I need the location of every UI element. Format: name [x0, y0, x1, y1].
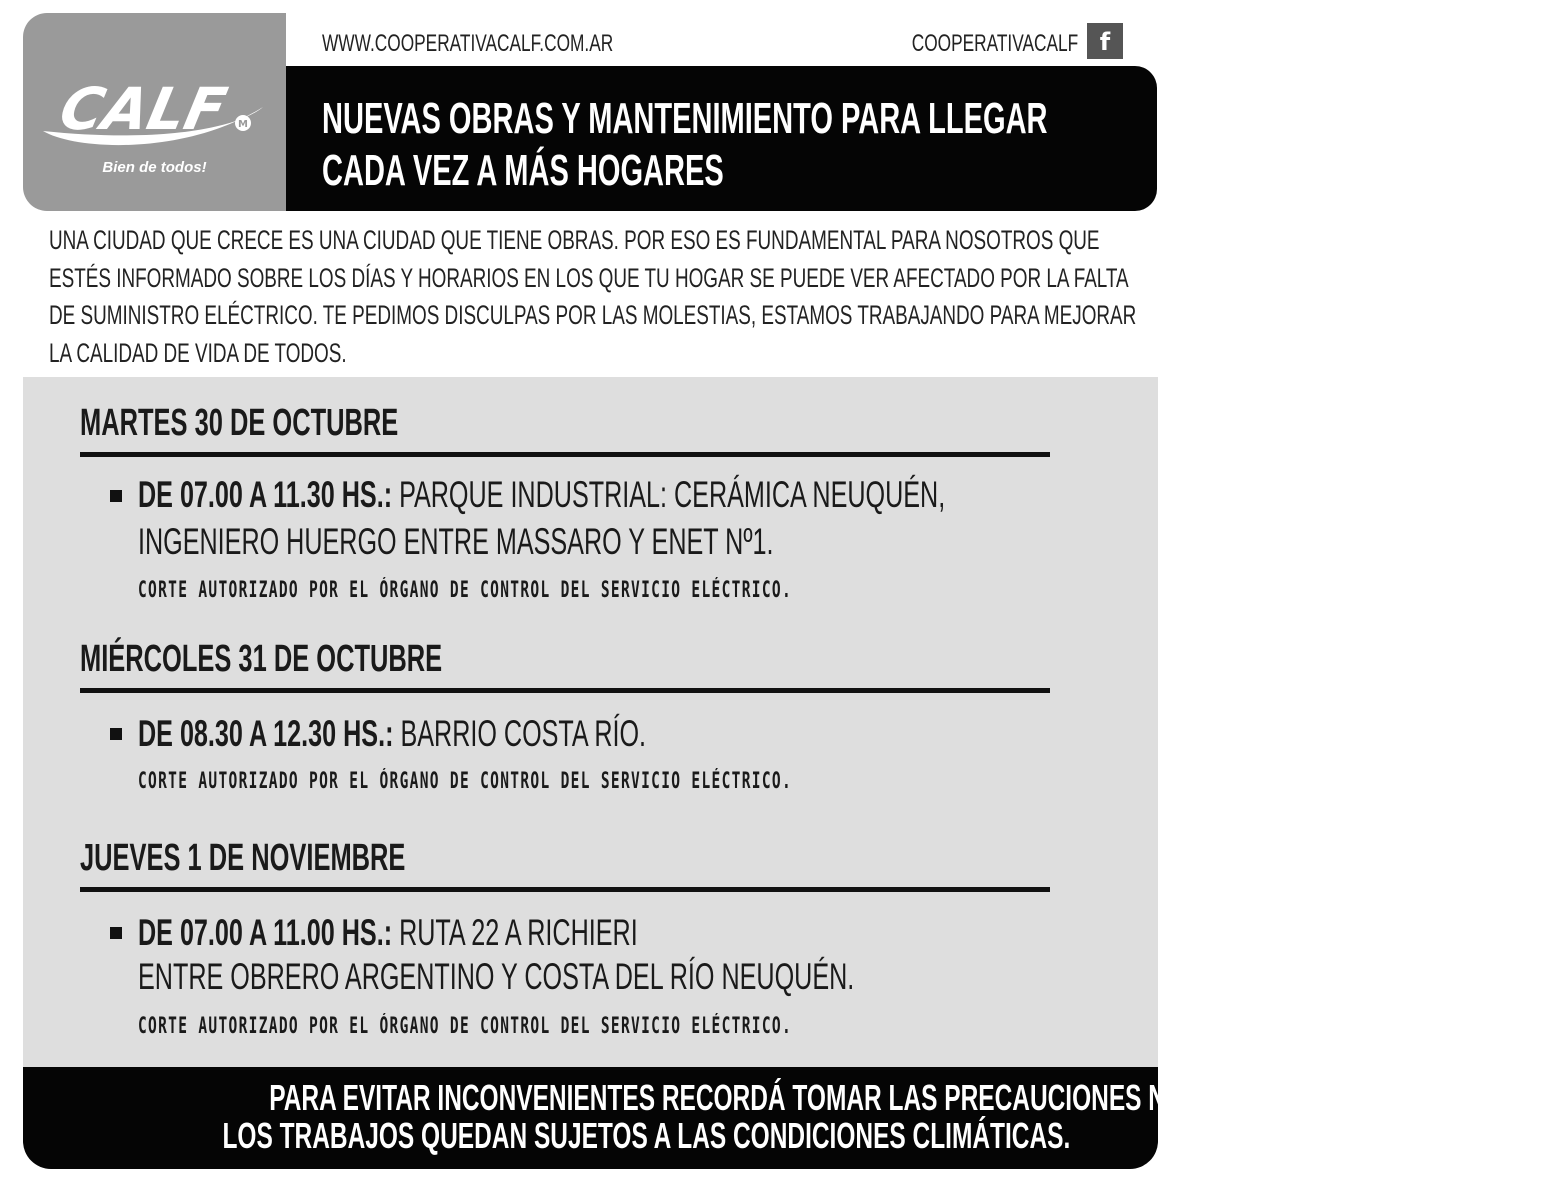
intro-line: LA CALIDAD DE VIDA DE TODOS. [49, 337, 347, 368]
bullet-icon [110, 728, 122, 740]
svg-text:M: M [238, 119, 248, 130]
day-heading: MARTES 30 DE OCTUBRE [80, 402, 399, 444]
page-title [322, 93, 1421, 197]
footer-line: LOS TRABAJOS QUEDAN SUJETOS A LAS CONDICIONES CLIMÁTICAS. [222, 1115, 1071, 1156]
calf-logo [37, 63, 273, 163]
authorization-note: CORTE AUTORIZADO POR EL ÓRGANO DE CONTROL DEL SERVICIO ELÉCTRICO. [138, 769, 793, 794]
intro-line: DE SUMINISTRO ELÉCTRICO. TE PEDIMOS DISCULPAS POR LAS MOLESTIAS, ESTAMOS TRABAJANDO PARA MEJORAR [49, 300, 1137, 330]
title-line-1: NUEVAS OBRAS Y MANTENIMIENTO PARA LLEGAR [322, 94, 1048, 143]
intro-paragraph [49, 222, 1137, 372]
divider [80, 887, 1050, 892]
schedule-line: DE 07.00 A 11.30 HS.: PARQUE INDUSTRIAL: CERÁMICA NEUQUÉN, [138, 474, 946, 515]
schedule-line: DE 08.30 A 12.30 HS.: BARRIO COSTA RÍO. [138, 713, 647, 754]
day-heading: MIÉRCOLES 31 DE OCTUBRE [80, 638, 443, 680]
logo-tagline: Bien de todos! [102, 159, 207, 176]
schedule-line: DE 07.00 A 11.00 HS.: RUTA 22 A RICHIERI [138, 912, 638, 953]
intro-line: UNA CIUDAD QUE CRECE ES UNA CIUDAD QUE TIENE OBRAS. POR ESO ES FUNDAMENTAL PARA NOSOTROS QUE [49, 225, 1100, 255]
footer-banner [23, 1067, 1316, 1169]
intro-line: ESTÉS INFORMADO SOBRE LOS DÍAS Y HORARIOS EN LOS QUE TU HOGAR SE PUEDE VER AFECTADO POR LA FALTA [49, 262, 1129, 293]
facebook-icon[interactable]: f [1087, 23, 1123, 59]
footer-line: PARA EVITAR INCONVENIENTES RECORDÁ TOMAR LAS PRECAUCIONES NECESARIAS. [269, 1077, 1316, 1118]
authorization-note: CORTE AUTORIZADO POR EL ÓRGANO DE CONTROL DEL SERVICIO ELÉCTRICO. [138, 1014, 793, 1039]
logo-panel [23, 13, 286, 211]
logo-brand-text: CALF [54, 75, 233, 143]
schedule-line: ENTRE OBRERO ARGENTINO Y COSTA DEL RÍO NEUQUÉN. [138, 956, 855, 997]
divider [80, 452, 1050, 457]
schedule-line: INGENIERO HUERGO ENTRE MASSARO Y ENET Nº1. [138, 521, 774, 562]
authorization-note: CORTE AUTORIZADO POR EL ÓRGANO DE CONTROL DEL SERVICIO ELÉCTRICO. [138, 578, 793, 603]
bullet-icon [110, 927, 122, 939]
divider [80, 688, 1050, 693]
title-line-2: CADA VEZ A MÁS HOGARES [322, 146, 724, 195]
website-link[interactable]: WWW.COOPERATIVACALF.COM.AR [322, 30, 614, 57]
bullet-icon [110, 490, 122, 502]
social-handle[interactable]: COOPERATIVACALF [911, 30, 1078, 57]
day-heading: JUEVES 1 DE NOVIEMBRE [80, 837, 406, 879]
